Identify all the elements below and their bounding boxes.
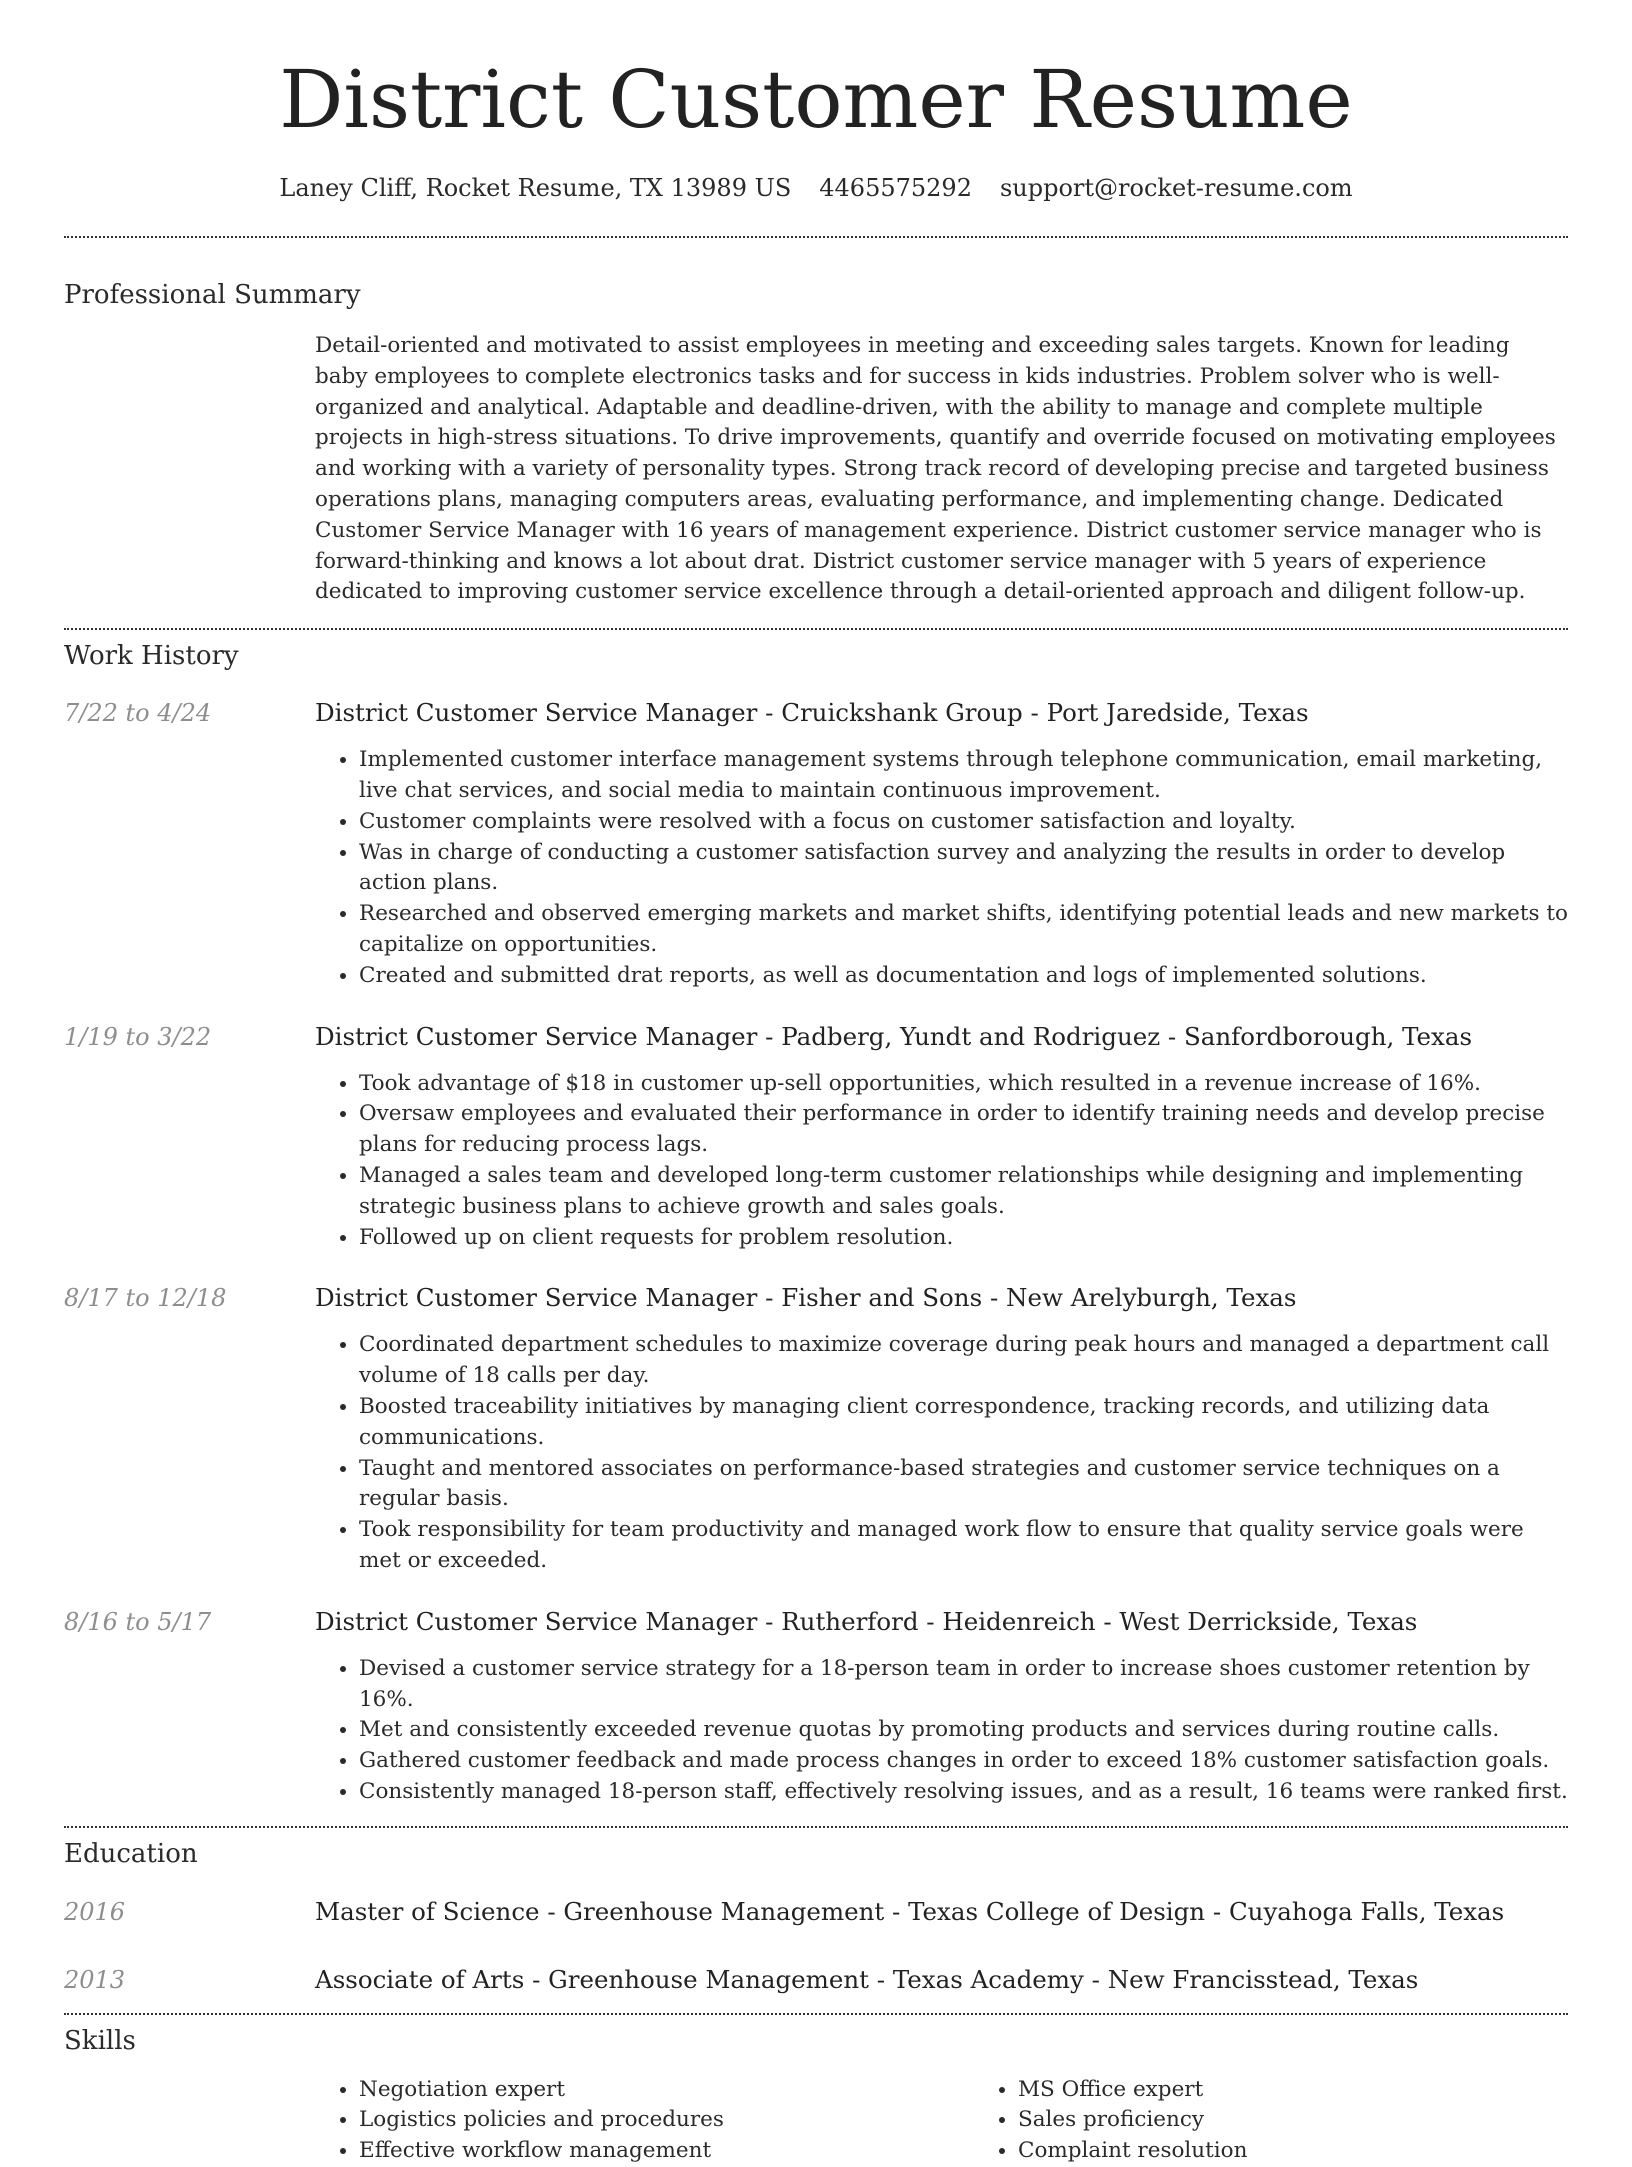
job-bullet: • Took advantage of $18 in customer up-sell opportunities, which resulted in a revenue increase of 16%. <box>359 1069 1568 1100</box>
skill-item: • Sales proficiency <box>1018 2105 1632 2136</box>
skill-item: • Complaint resolution <box>1018 2136 1632 2167</box>
education-entry <box>64 1964 1568 1996</box>
section-divider <box>64 628 1568 630</box>
skill-item: • Effective workflow management <box>359 2136 974 2167</box>
education-entry <box>64 1896 1568 1928</box>
job-bullet: • Implemented customer interface management systems through telephone communication, email marketing, live chat services, and social media to maintain continuous improvement. <box>359 745 1568 807</box>
job-bullet: • Took responsibility for team productivity and managed work flow to ensure that quality service goals were met or exceeded. <box>359 1515 1568 1577</box>
job-bullet: • Researched and observed emerging markets and market shifts, identifying potential leads and new markets to capitalize on opportunities. <box>359 899 1568 961</box>
education-title: Associate of Arts - Greenhouse Management - Texas Academy - New Francisstead, Texas <box>315 1964 1419 1994</box>
job-dates: 8/17 to 12/18 <box>64 1284 227 1313</box>
skills-list <box>315 2075 1568 2167</box>
job-bullet: • Met and consistently exceeded revenue quotas by promoting products and services during routine calls. <box>359 1715 1568 1746</box>
skills-heading: Skills <box>64 2025 136 2056</box>
job-bullets <box>315 1654 1568 1808</box>
contact-line <box>64 172 1568 204</box>
job-dates: 7/22 to 4/24 <box>64 699 212 728</box>
job-dates: 8/16 to 5/17 <box>64 1607 212 1636</box>
job-bullet: • Taught and mentored associates on performance-based strategies and customer service techniques on a regular basis. <box>359 1454 1568 1516</box>
education-year: 2013 <box>64 1965 126 1994</box>
job-bullet: • Created and submitted drat reports, as well as documentation and logs of implemented solutions. <box>359 961 1568 992</box>
skills-column-right <box>974 2075 1632 2167</box>
job-bullet: • Gathered customer feedback and made process changes in order to exceed 18% customer satisfaction goals. <box>359 1746 1568 1777</box>
job-entry-header <box>64 1282 1568 1314</box>
skills-column-left <box>315 2075 974 2167</box>
contact-address: Laney Cliff, Rocket Resume, TX 13989 US <box>279 174 792 202</box>
job-title: District Customer Service Manager - Fisher and Sons - New Arelyburgh, Texas <box>315 1283 1297 1313</box>
section-divider <box>64 236 1568 238</box>
job-bullets <box>315 1330 1568 1576</box>
work-history-heading: Work History <box>64 641 239 672</box>
job-bullets <box>315 1069 1568 1254</box>
section-divider <box>64 2013 1568 2015</box>
contact-phone: 4465575292 <box>819 174 972 202</box>
summary-text: Detail-oriented and motivated to assist employees in meeting and exceeding sales targets. Known for leading baby employees to complete electronics tasks and for success in kids industries. Problem solver who is well-organized and analytical. Adaptable and deadline-driven, with the ability to manage and complete multiple projects in high-stress situations. To drive improvements, quantify and override focused on motivating employees and working with a variety of personality types. Strong track record of developing precise and targeted business operations plans, managing computers areas, evaluating performance, and implementing change. Dedicated Customer Service Manager with 16 years of management experience. District customer service manager who is forward-thinking and knows a lot about drat. District customer service manager with 5 years of experience dedicated to improving customer service excellence through a detail-oriented approach and diligent follow-up. <box>315 333 1556 605</box>
resume-title: District Customer Resume <box>279 53 1353 146</box>
job-title: District Customer Service Manager - Padberg, Yundt and Rodriguez - Sanfordborough, Texas <box>315 1021 1473 1051</box>
skill-item: • MS Office expert <box>1018 2075 1632 2106</box>
job-entry-header <box>64 1606 1568 1638</box>
job-bullet: • Coordinated department schedules to maximize coverage during peak hours and managed a department call volume of 18 calls per day. <box>359 1330 1568 1392</box>
skill-item: • Negotiation expert <box>359 2075 974 2106</box>
skill-item: • Logistics policies and procedures <box>359 2105 974 2136</box>
job-bullet: • Managed a sales team and developed long-term customer relationships while designing and implementing strategic business plans to achieve growth and sales goals. <box>359 1161 1568 1223</box>
section-divider <box>64 1826 1568 1828</box>
job-dates: 1/19 to 3/22 <box>64 1022 212 1051</box>
job-bullet: • Devised a customer service strategy for a 18-person team in order to increase shoes customer retention by 16%. <box>359 1654 1568 1716</box>
job-entry-header <box>64 1021 1568 1053</box>
job-bullet: • Followed up on client requests for problem resolution. <box>359 1223 1568 1254</box>
job-bullet: • Boosted traceability initiatives by managing client correspondence, tracking records, and utilizing data communications. <box>359 1392 1568 1454</box>
education-heading: Education <box>64 1838 198 1869</box>
contact-email: support@rocket-resume.com <box>999 174 1353 202</box>
education-title: Master of Science - Greenhouse Management - Texas College of Design - Cuyahoga Falls, Texas <box>315 1896 1505 1926</box>
summary-heading: Professional Summary <box>64 280 361 310</box>
education-year: 2016 <box>64 1897 126 1926</box>
job-bullets <box>315 745 1568 991</box>
resume-page <box>64 0 1568 2167</box>
job-bullet: • Customer complaints were resolved with a focus on customer satisfaction and loyalty. <box>359 807 1568 838</box>
job-title: District Customer Service Manager - Cruickshank Group - Port Jaredside, Texas <box>315 698 1309 728</box>
job-title: District Customer Service Manager - Rutherford - Heidenreich - West Derrickside, Texas <box>315 1606 1418 1636</box>
job-bullet: • Oversaw employees and evaluated their performance in order to identify training needs and develop precise plans for reducing process lags. <box>359 1099 1568 1161</box>
job-entry-header <box>64 697 1568 729</box>
job-bullet: • Consistently managed 18-person staff, effectively resolving issues, and as a result, 16 teams were ranked first. <box>359 1777 1568 1808</box>
job-bullet: • Was in charge of conducting a customer satisfaction survey and analyzing the results in order to develop action plans. <box>359 838 1568 900</box>
